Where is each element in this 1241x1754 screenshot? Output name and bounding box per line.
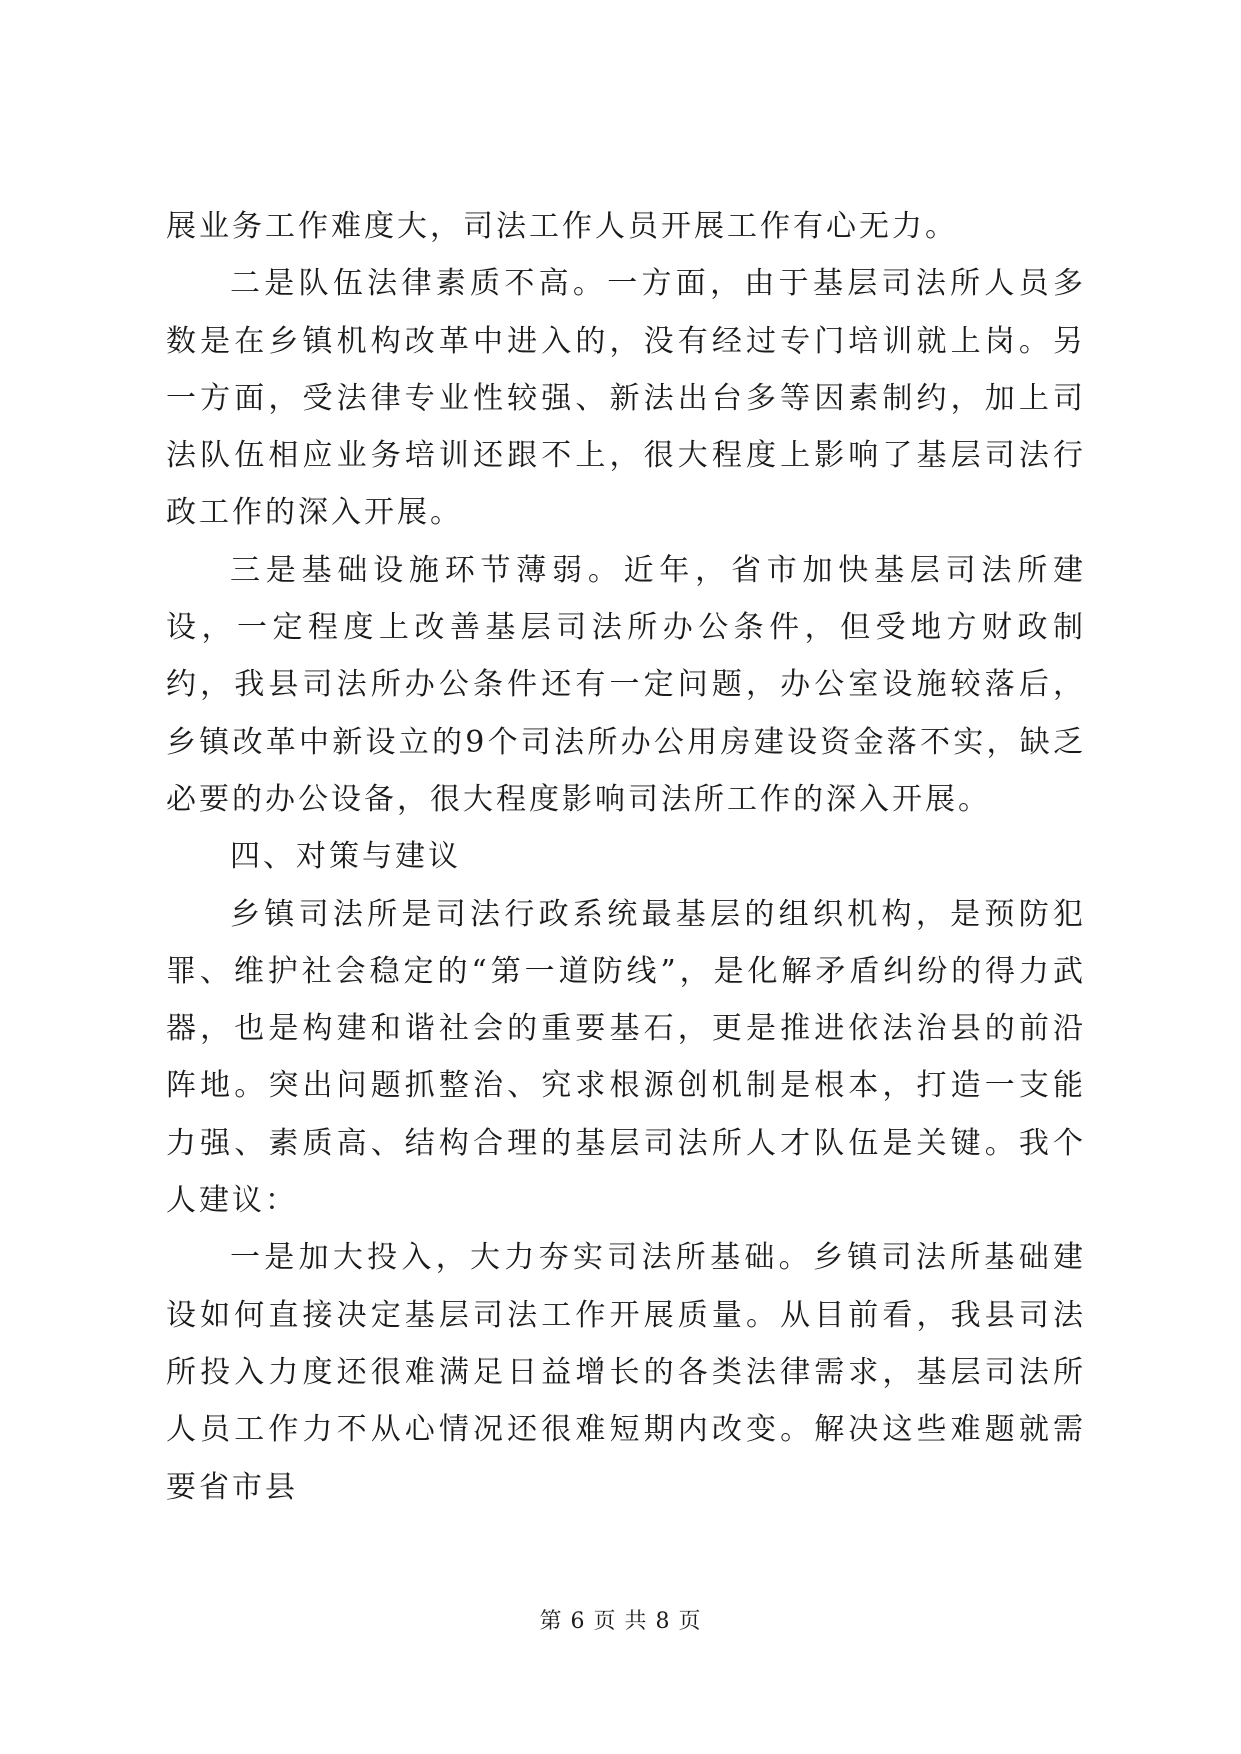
paragraph-township-justice-office: 乡镇司法所是司法行政系统最基层的组织机构，是预防犯罪、维护社会稳定的“第一道防线”，是化解矛盾纠纷的得力武器，也是构建和谐社会的重要基石，更是推进依法治县的前沿阵地。突出问题抓整治、究求根源创机制是根本，打造一支能力强、素质高、结构合理的基层司法所人才队伍是关键。我个人建议： [166, 896, 1086, 1219]
document-body [166, 198, 1086, 1516]
paragraph-infrastructure: 三是基础设施环节薄弱。近年，省市加快基层司法所建设，一定程度上改善基层司法所办公条件，但受地方财政制约，我县司法所办公条件还有一定问题，办公室设施较落后，乡镇改革中新设立的9个司法所办公用房建设资金落不实，缺乏必要的办公设备，很大程度影响司法所工作的深入开展。 [166, 552, 1086, 817]
section-heading-countermeasures: 四、对策与建议 [230, 839, 461, 875]
paragraph-team-quality: 二是队伍法律素质不高。一方面，由于基层司法所人员多数是在乡镇机构改革中进入的，没有经过专门培训就上岗。另一方面，受法律专业性较强、新法出台多等因素制约，加上司法队伍相应业务培训还跟不上，很大程度上影响了基层司法行政工作的深入开展。 [166, 266, 1086, 531]
page-number-footer: 第 6 页 共 8 页 [539, 1609, 702, 1634]
paragraph-increase-investment: 一是加大投入，大力夯实司法所基础。乡镇司法所基础建设如何直接决定基层司法工作开展质量。从目前看，我县司法所投入力度还很难满足日益增长的各类法律需求，基层司法所人员工作力不从心情况还很难短期内改变。解决这些难题就需要省市县 [166, 1240, 1086, 1505]
paragraph-continuation: 展业务工作难度大，司法工作人员开展工作有心无力。 [166, 209, 958, 244]
